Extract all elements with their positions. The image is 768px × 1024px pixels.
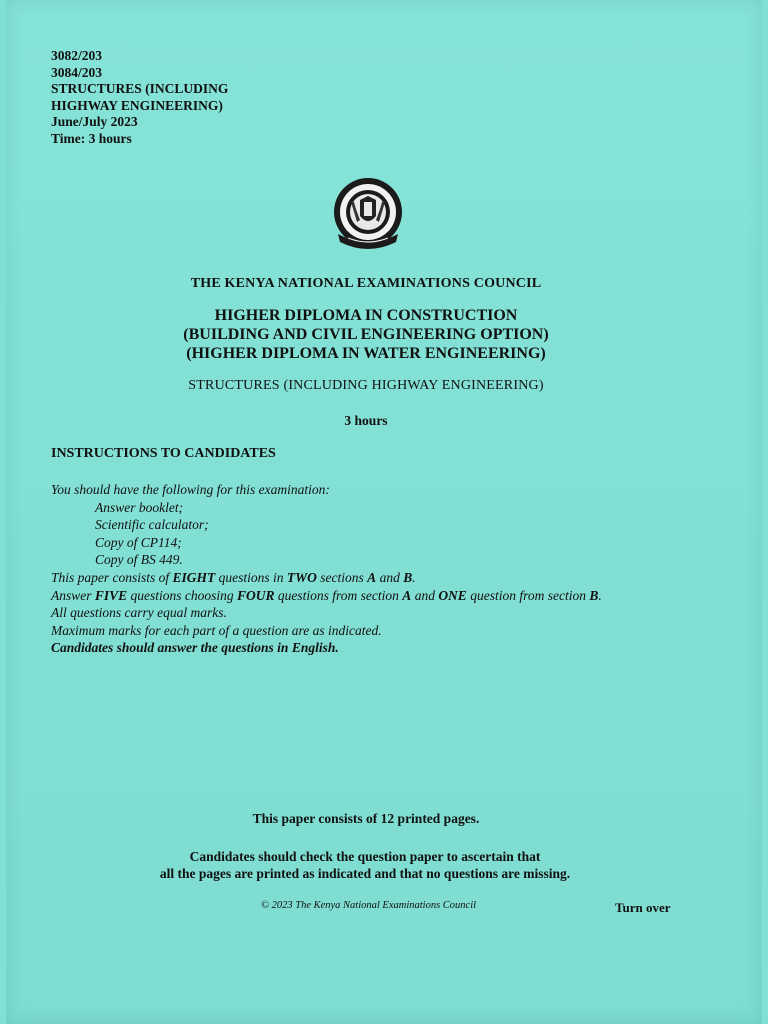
turn-over-label: Turn over xyxy=(615,900,671,915)
instructions-intro: You should have the following for this examination: xyxy=(51,482,330,497)
page-check-line-1: Candidates should check the question paper to ascertain that xyxy=(189,849,541,864)
instruction-language: Candidates should answer the questions in English. xyxy=(51,640,339,656)
exam-paper-page xyxy=(6,0,762,1024)
header-subject-line-1: STRUCTURES (INCLUDING xyxy=(51,81,229,96)
instruction-equal-marks: All questions carry equal marks. xyxy=(51,605,227,621)
page-count-note: This paper consists of 12 printed pages. xyxy=(252,811,480,826)
exam-duration: 3 hours xyxy=(344,413,388,428)
requirement-item: Scientific calculator; xyxy=(95,517,209,533)
diploma-title-line-2: (BUILDING AND CIVIL ENGINEERING OPTION) xyxy=(183,326,549,343)
exam-session: June/July 2023 xyxy=(51,114,138,129)
header-subject-line-2: HIGHWAY ENGINEERING) xyxy=(51,97,223,113)
requirement-item: Copy of BS 449. xyxy=(95,552,183,568)
page-check-line-2: all the pages are printed as indicated and that no questions are missing. xyxy=(159,866,571,881)
instruction-answer-count: Answer FIVE questions choosing FOUR questions from section A and ONE question from section B. xyxy=(51,587,602,603)
page-check-note xyxy=(6,848,724,882)
instruction-max-marks: Maximum marks for each part of a question are as indicated. xyxy=(51,622,382,638)
council-name: THE KENYA NATIONAL EXAMINATIONS COUNCIL xyxy=(190,276,542,291)
diploma-title xyxy=(6,306,726,363)
paper-header-block xyxy=(51,48,228,147)
kenya-coat-of-arms-seal-icon xyxy=(324,172,412,260)
instructions-body xyxy=(51,481,731,657)
requirement-item: Copy of CP114; xyxy=(95,534,182,550)
paper-code-1: 3082/203 xyxy=(51,48,103,63)
instruction-sections: This paper consists of EIGHT questions in TWO sections A and B. xyxy=(51,569,416,585)
instructions-heading: INSTRUCTIONS TO CANDIDATES xyxy=(51,446,276,461)
subject-title: STRUCTURES (INCLUDING HIGHWAY ENGINEERING) xyxy=(188,378,544,393)
paper-code-2: 3084/203 xyxy=(51,64,103,80)
diploma-title-line-1: HIGHER DIPLOMA IN CONSTRUCTION xyxy=(214,307,518,324)
diploma-title-line-3: (HIGHER DIPLOMA IN WATER ENGINEERING) xyxy=(186,345,546,362)
requirement-item: Answer booklet; xyxy=(95,499,184,515)
copyright-notice: © 2023 The Kenya National Examinations Council xyxy=(261,900,477,911)
exam-time: Time: 3 hours xyxy=(51,130,132,146)
